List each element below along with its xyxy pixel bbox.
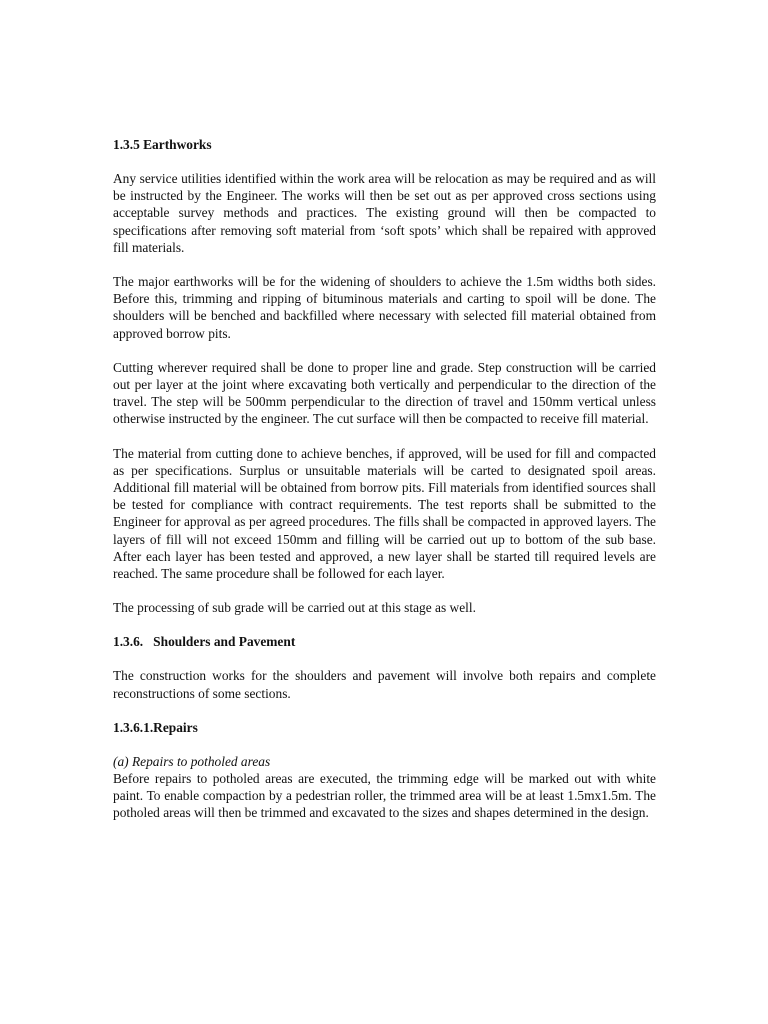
section-heading-earthworks: 1.3.5 Earthworks [113,137,212,152]
earthworks-paragraph-3: Cutting wherever required shall be done to proper line and grade. Step construction will be carried out per layer at the joint where excavating both vertically and perpendicular to the direction of the travel. The step will be 500mm perpendicular to the direction of travel and 150mm vertical unless otherwise instructed by the engineer. The cut surface will then be compacted to receive fill material. [113,359,656,427]
earthworks-paragraph-1: Any service utilities identified within the work area will be relocation as may be required and as will be instructed by the Engineer. The works will then be set out as per approved cross sections using acceptable survey methods and practices. The existing ground will then be compacted to specifications after removing soft material from ‘soft spots’ which shall be repaired with approved fill materials. [113,171,656,255]
potholed-areas-paragraph: Before repairs to potholed areas are executed, the trimming edge will be marked out with white paint. To enable compaction by a pedestrian roller, the trimmed area will be at least 1.5mx1.5m. The potholed areas will then be trimmed and excavated to the sizes and shapes determined in the design. [113,771,656,821]
earthworks-paragraph-2: The major earthworks will be for the widening of shoulders to achieve the 1.5m widths both sides. Before this, trimming and ripping of bituminous materials and carting to spoil will be done. The shoulders will be benched and backfilled where necessary with selected fill material obtained from approved borrow pits. [113,274,656,341]
shoulders-pavement-paragraph: The construction works for the shoulders and pavement will involve both repairs and complete reconstructions of some sections. [113,668,656,701]
section-heading-shoulders-pavement: 1.3.6. Shoulders and Pavement [113,634,296,650]
earthworks-paragraph-5: The processing of sub grade will be carried out at this stage as well. [113,600,476,616]
section-heading-repairs: 1.3.6.1.Repairs [113,719,198,735]
earthworks-paragraph-4: The material from cutting done to achieve benches, if approved, will be used for fill and compacted as per specifications. Surplus or unsuitable materials will be carted to designated spoil areas. Additional fill material will be obtained from borrow pits. Fill materials from identified sources shall be tested for compliance with contract requirements. The test reports shall be submitted to the Engineer for approval as per agreed procedures. The fills shall be compacted in approved layers. The layers of fill will not exceed 150mm and filling will be carried out up to bottom of the sub base. After each layer has been tested and approved, a new layer shall be started till required levels are reached. The same procedure shall be followed for each layer. [113,445,656,582]
subheading-potholed-areas: (a) Repairs to potholed areas [113,753,271,769]
document-page [113,136,656,822]
